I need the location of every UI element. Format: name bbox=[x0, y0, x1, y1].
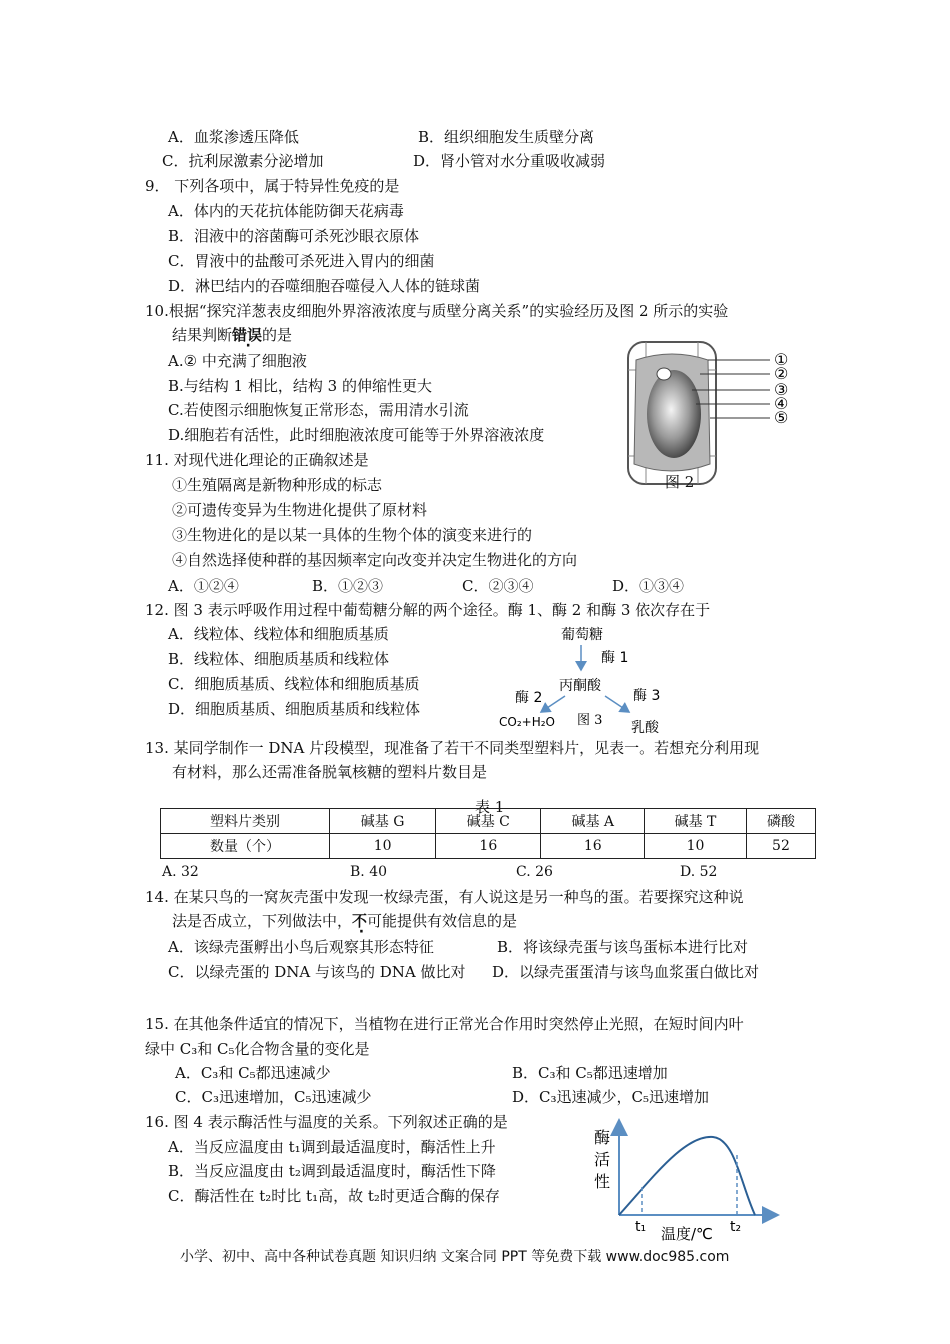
q12-stem: 12. 图 3 表示呼吸作用过程中葡萄糖分解的两个途径。酶 1、酶 2 和酶 3 依次存在于 bbox=[145, 601, 711, 619]
fig4-t1-label: t₁ bbox=[635, 1219, 647, 1235]
fig2-label-3: ③ bbox=[774, 380, 789, 399]
q13-option-d: D. 52 bbox=[680, 864, 718, 880]
fig2-caption: 图 2 bbox=[665, 473, 695, 491]
fig3-lactic-acid: 乳酸 bbox=[631, 720, 659, 736]
table-cell: 52 bbox=[746, 834, 815, 859]
fig3-glucose: 葡萄糖 bbox=[561, 627, 603, 643]
q11-item-1: ①生殖隔离是新物种形成的标志 bbox=[172, 476, 383, 494]
q8-option-a: A．血浆渗透压降低 bbox=[168, 128, 299, 146]
table-header-cell: 塑料片类别 bbox=[161, 809, 330, 834]
q9-option-a: A．体内的天花抗体能防御天花病毒 bbox=[168, 202, 404, 220]
q11-item-2: ②可遗传变异为生物进化提供了原材料 bbox=[172, 501, 428, 519]
q13-option-b: B. 40 bbox=[350, 864, 388, 880]
q15-option-d: D．C₃迅速减少，C₅迅速增加 bbox=[512, 1088, 710, 1106]
q11-option-c: C．②③④ bbox=[462, 577, 534, 595]
table-cell: 数量（个） bbox=[161, 834, 330, 859]
q10-option-d: D.细胞若有活性，此时细胞液浓度可能等于外界溶液浓度 bbox=[168, 426, 545, 444]
fig2-label-4: ④ bbox=[774, 394, 789, 413]
q13-stem-line2: 有材料，那么还需准备脱氧核糖的塑料片数目是 bbox=[172, 763, 488, 781]
q11-stem: 11. 对现代进化理论的正确叙述是 bbox=[145, 451, 369, 469]
fig4-ylabel-2: 活 bbox=[594, 1150, 611, 1169]
q9-option-d: D．淋巴结内的吞噬细胞吞噬侵入人体的链球菌 bbox=[168, 277, 481, 295]
table-header-cell: 磷酸 bbox=[746, 809, 815, 834]
q14-stem-line1: 14. 在某只鸟的一窝灰壳蛋中发现一枚绿壳蛋，有人说这是另一种鸟的蛋。若要探究这种说 bbox=[145, 888, 744, 906]
q10-option-a: A.② 中充满了细胞液 bbox=[168, 352, 307, 370]
fig3-pyruvate: 丙酮酸 bbox=[559, 678, 601, 694]
q9-option-c: C．胃液中的盐酸可杀死进入胃内的细菌 bbox=[168, 252, 435, 270]
fig3-enzyme-2: 酶 2 bbox=[515, 690, 543, 706]
q15-option-a: A．C₃和 C₅都迅速减少 bbox=[175, 1064, 331, 1082]
q10-emphasis: 错误 bbox=[232, 326, 263, 344]
q15-option-c: C．C₃迅速增加，C₅迅速减少 bbox=[175, 1088, 372, 1106]
q11-item-4: ④自然选择使种群的基因频率定向改变并决定生物进化的方向 bbox=[172, 551, 578, 569]
q16-option-a: A．当反应温度由 t₁调到最适温度时，酶活性上升 bbox=[168, 1138, 496, 1156]
figure-4-enzyme-graph bbox=[585, 1115, 785, 1245]
fig3-enzyme-1: 酶 1 bbox=[601, 650, 629, 666]
table-cell: 16 bbox=[541, 834, 645, 859]
q14-stem-line2: 法是否成立，下列做法中，不可能提供有效信息的是 bbox=[172, 912, 518, 930]
fig3-co2-h2o: CO₂+H₂O bbox=[499, 715, 555, 729]
q14-option-d: D．以绿壳蛋蛋清与该鸟血浆蛋白做比对 bbox=[492, 963, 760, 981]
q9-stem: 9． 下列各项中，属于特异性免疫的是 bbox=[145, 177, 400, 195]
q8-option-b: B．组织细胞发生质壁分离 bbox=[418, 128, 595, 146]
q15-option-b: B．C₃和 C₅都迅速增加 bbox=[512, 1064, 668, 1082]
q12-option-a: A．线粒体、线粒体和细胞质基质 bbox=[168, 625, 389, 643]
fig4-xlabel: 温度/℃ bbox=[661, 1225, 713, 1243]
fig2-label-2: ② bbox=[774, 364, 789, 383]
q14-option-c: C．以绿壳蛋的 DNA 与该鸟的 DNA 做比对 bbox=[168, 963, 466, 981]
table-row bbox=[161, 834, 816, 859]
q11-option-b: B．①②③ bbox=[312, 577, 384, 595]
q11-option-d: D．①③④ bbox=[612, 577, 685, 595]
q13-option-c: C. 26 bbox=[516, 864, 553, 880]
table-header-cell: 碱基 G bbox=[330, 809, 436, 834]
q8-option-d: D．肾小管对水分重吸收减弱 bbox=[413, 152, 606, 170]
q16-option-b: B．当反应温度由 t₂调到最适温度时，酶活性下降 bbox=[168, 1162, 496, 1180]
q10-stem-line1: 10.根据“探究洋葱表皮细胞外界溶液浓度与质壁分离关系”的实验经历及图 2 所示的实验 bbox=[145, 302, 729, 320]
q14-option-b: B．将该绿壳蛋与该鸟蛋标本进行比对 bbox=[497, 938, 749, 956]
table-cell: 10 bbox=[645, 834, 747, 859]
q12-option-b: B．线粒体、细胞质基质和线粒体 bbox=[168, 650, 390, 668]
table-cell: 16 bbox=[436, 834, 541, 859]
q12-option-d: D．细胞质基质、细胞质基质和线粒体 bbox=[168, 700, 421, 718]
fig4-ylabel-3: 性 bbox=[594, 1172, 611, 1191]
q11-item-3: ③生物进化的是以某一具体的生物个体的演变来进行的 bbox=[172, 526, 533, 544]
fig4-t2-label: t₂ bbox=[730, 1219, 742, 1235]
q13-stem-line1: 13. 某同学制作一 DNA 片段模型，现准备了若干不同类型塑料片，见表一。若想充分利用现 bbox=[145, 739, 760, 757]
q16-option-c: C．酶活性在 t₂时比 t₁高，故 t₂时更适合酶的保存 bbox=[168, 1187, 500, 1205]
fig3-enzyme-3: 酶 3 bbox=[633, 688, 661, 704]
q10-option-b: B.与结构 1 相比，结构 3 的伸缩性更大 bbox=[168, 377, 432, 395]
table-header-cell: 碱基 T bbox=[645, 809, 747, 834]
fig2-label-5: ⑤ bbox=[774, 408, 789, 427]
q15-stem-line2: 绿中 C₃和 C₅化合物含量的变化是 bbox=[145, 1040, 370, 1058]
table-1-title: 表 1 bbox=[475, 798, 505, 816]
q11-option-a: A．①②④ bbox=[168, 577, 239, 595]
table-cell: 10 bbox=[330, 834, 436, 859]
q14-emphasis: 不 bbox=[352, 912, 368, 930]
q13-option-a: A. 32 bbox=[162, 864, 199, 880]
figure-3-pathway bbox=[495, 624, 685, 740]
fig2-label-1: ① bbox=[774, 350, 789, 369]
q14-option-a: A．该绿壳蛋孵出小鸟后观察其形态特征 bbox=[168, 938, 434, 956]
q10-option-c: C.若使图示细胞恢复正常形态，需用清水引流 bbox=[168, 401, 469, 419]
q10-stem-line2: 结果判断错误的是 bbox=[172, 326, 293, 344]
q15-stem-line1: 15. 在其他条件适宜的情况下，当植物在进行正常光合作用时突然停止光照，在短时间内叶 bbox=[145, 1015, 744, 1033]
table-1 bbox=[160, 808, 816, 859]
q8-option-c: C．抗利尿激素分泌增加 bbox=[162, 152, 324, 170]
fig3-caption: 图 3 bbox=[577, 713, 603, 728]
fig4-ylabel-1: 酶 bbox=[594, 1128, 611, 1147]
q16-stem: 16. 图 4 表示酶活性与温度的关系。下列叙述正确的是 bbox=[145, 1113, 508, 1131]
table-header-cell: 碱基 C bbox=[436, 809, 541, 834]
figure-2-cell-diagram bbox=[622, 336, 818, 496]
table-row bbox=[161, 809, 816, 834]
q12-option-c: C．细胞质基质、线粒体和细胞质基质 bbox=[168, 675, 420, 693]
table-header-cell: 碱基 A bbox=[541, 809, 645, 834]
q9-option-b: B．泪液中的溶菌酶可杀死沙眼衣原体 bbox=[168, 227, 420, 245]
page-footer: 小学、初中、高中各种试卷真题 知识归纳 文案合同 PPT 等免费下载 www.doc985.com bbox=[180, 1249, 730, 1265]
